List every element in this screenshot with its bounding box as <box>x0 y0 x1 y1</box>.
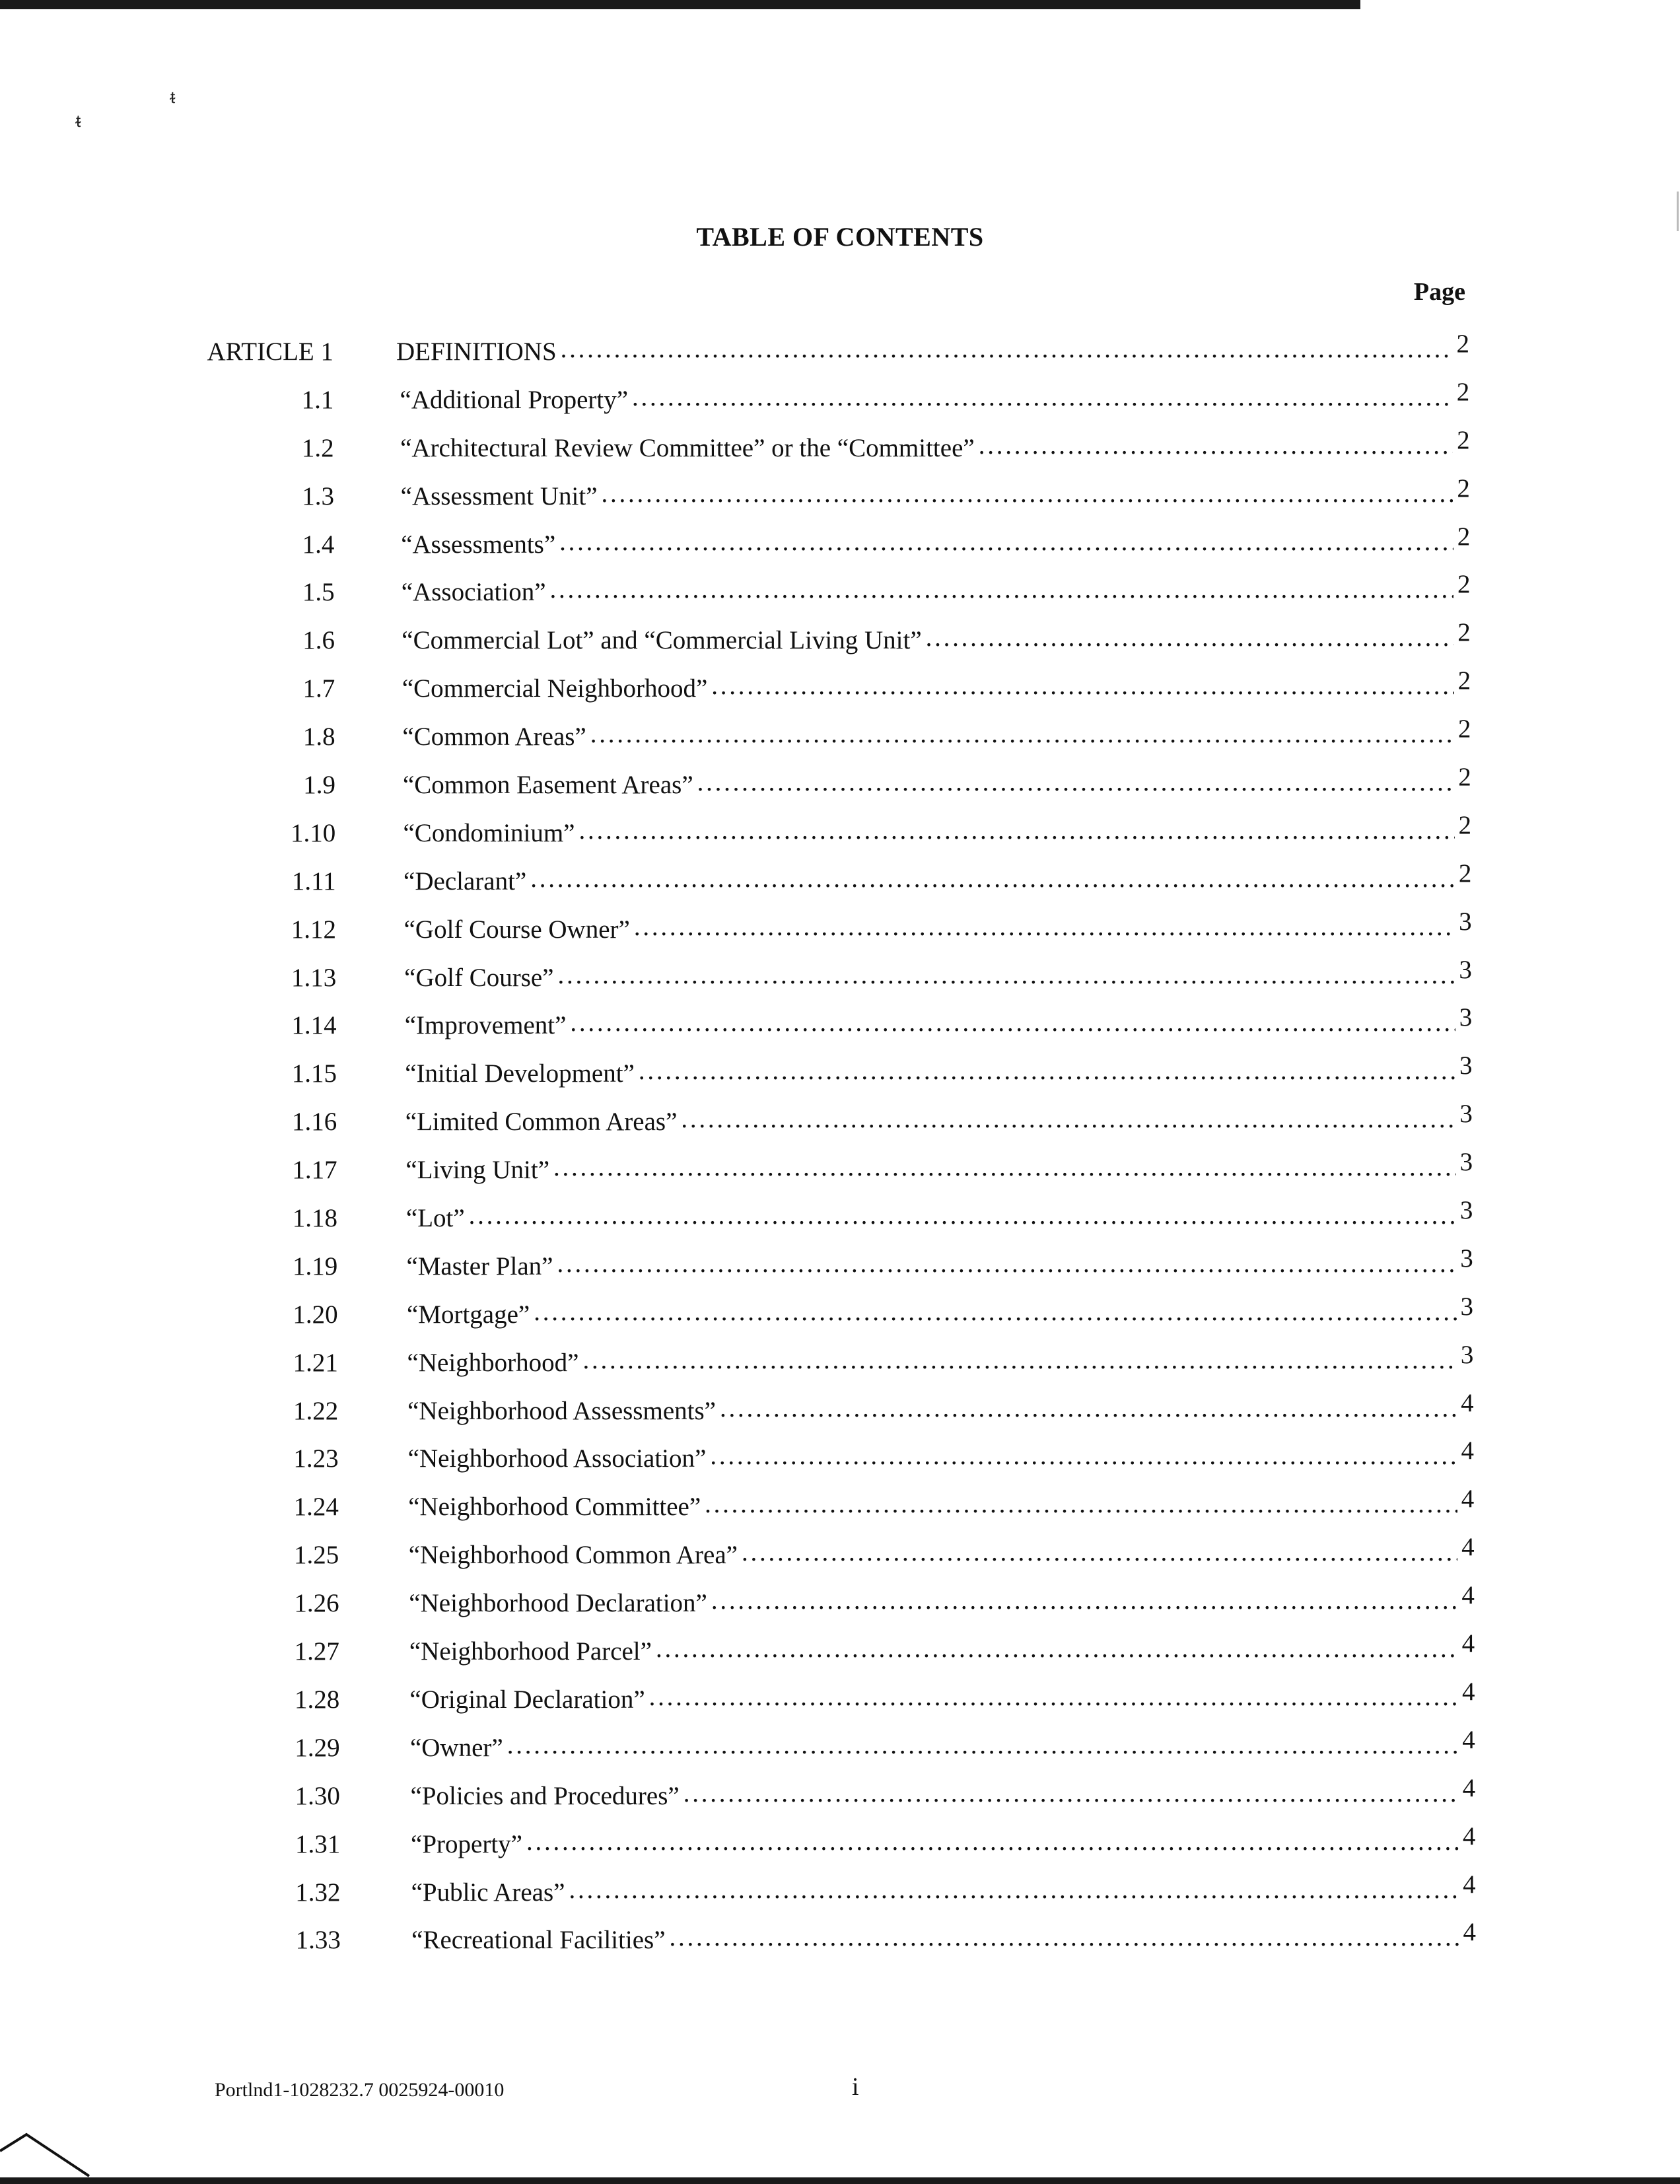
toc-entry-label: “Initial Development” <box>405 1059 635 1088</box>
toc-entry-page: 3 <box>1459 955 1472 984</box>
toc-entry-page: 2 <box>1456 330 1469 358</box>
toc-entry-label: “Neighborhood Parcel” <box>409 1637 652 1666</box>
toc-entry-label: “Declarant” <box>403 866 527 896</box>
toc-entry-page: 4 <box>1461 1581 1475 1610</box>
toc-entry-label: “Commercial Lot” and “Commercial Living Unit” <box>402 626 922 655</box>
dot-leader <box>926 623 1454 652</box>
toc-entry-number: 1.26 <box>294 1589 339 1618</box>
toc-entry-number: 1.17 <box>292 1156 337 1185</box>
toc-entry <box>0 955 1680 1011</box>
toc-title: TABLE OF CONTENTS <box>696 222 984 252</box>
toc-entry <box>0 1196 1680 1251</box>
toc-entry-label: “Neighborhood Association” <box>407 1444 707 1473</box>
toc-entry <box>0 810 1680 866</box>
toc-entry-label: “Neighborhood Committee” <box>408 1493 701 1522</box>
dot-leader <box>639 1056 1455 1086</box>
dot-leader <box>582 1345 1456 1375</box>
dot-leader <box>570 1008 1455 1038</box>
dot-leader <box>742 1537 1457 1567</box>
toc-entry-number: 1.6 <box>302 626 335 655</box>
dot-leader <box>705 1489 1457 1519</box>
dot-leader <box>526 1827 1459 1856</box>
dot-leader <box>683 1779 1459 1808</box>
toc-entry-page: 4 <box>1461 1629 1475 1658</box>
toc-entry <box>0 1629 1680 1685</box>
toc-entry-label: “Recreational Facilities” <box>411 1926 666 1955</box>
toc-entry <box>0 425 1680 481</box>
toc-entry-label: “Neighborhood Declaration” <box>409 1589 707 1618</box>
dot-leader <box>469 1201 1456 1230</box>
toc-entry-label: “Improvement” <box>404 1011 567 1040</box>
toc-entry-number: 1.29 <box>295 1733 340 1762</box>
toc-entry-label: “Association” <box>401 578 546 607</box>
toc-entry-page: 4 <box>1462 1725 1475 1754</box>
dot-leader <box>553 1152 1456 1182</box>
toc-entry <box>0 859 1680 915</box>
dot-leader <box>558 960 1455 990</box>
toc-entry <box>0 1533 1680 1588</box>
dot-leader <box>711 1586 1457 1615</box>
dot-leader <box>534 1297 1456 1327</box>
toc-entry-number: 1.8 <box>302 722 335 752</box>
toc-entry <box>0 907 1680 963</box>
toc-entry-page: 4 <box>1461 1388 1474 1417</box>
dot-leader <box>720 1393 1457 1423</box>
toc-entry <box>0 1388 1680 1444</box>
toc-entry-number: 1.31 <box>295 1829 341 1858</box>
toc-entry-page: 4 <box>1462 1773 1476 1802</box>
dot-leader <box>559 527 1453 557</box>
toc-entry <box>0 1148 1680 1203</box>
fold-corner-mark <box>0 2118 92 2177</box>
toc-entry-number: 1.2 <box>301 433 334 462</box>
toc-entry-number: 1.11 <box>291 866 336 896</box>
toc-entry <box>0 522 1680 578</box>
toc-entry <box>0 330 1680 385</box>
toc-entry-page: 3 <box>1459 1003 1473 1032</box>
dot-leader <box>979 431 1453 460</box>
scan-top-border <box>0 0 1360 9</box>
toc-entry <box>0 1436 1680 1492</box>
footer-page-number: i <box>852 2073 859 2101</box>
toc-entry-label: “Master Plan” <box>406 1251 553 1281</box>
toc-entry-number: 1.4 <box>302 530 335 559</box>
toc-entry-label: “Common Easement Areas” <box>402 771 693 800</box>
toc-entry-label: “Living Unit” <box>405 1156 550 1185</box>
scan-speck: ᵵ <box>76 112 81 131</box>
toc-entry-page: 2 <box>1457 715 1471 744</box>
toc-entry-page: 2 <box>1458 859 1472 888</box>
toc-entry-number: 1.30 <box>295 1781 340 1810</box>
toc-entry-number: ARTICLE 1 <box>207 337 333 366</box>
toc-entry-number: 1.22 <box>293 1396 339 1425</box>
toc-entry <box>0 1725 1680 1781</box>
toc-entry-number: 1.25 <box>294 1541 339 1570</box>
toc-entry-label: “Architectural Review Committee” or the “Committee” <box>400 433 975 462</box>
toc-entry <box>0 1677 1680 1733</box>
dot-leader <box>656 1634 1458 1664</box>
toc-entry <box>0 666 1680 722</box>
toc-entry <box>0 1051 1680 1107</box>
toc-entry-page: 2 <box>1458 763 1471 792</box>
toc-entry-label: “Golf Course” <box>404 963 554 992</box>
toc-entry-number: 1.21 <box>293 1348 338 1377</box>
toc-entry <box>0 1821 1680 1878</box>
toc-entry-label: “Common Areas” <box>402 722 586 752</box>
toc-entry-label: DEFINITIONS <box>396 337 557 366</box>
toc-entry <box>0 1918 1680 1973</box>
toc-entry-label: “Neighborhood Common Area” <box>408 1541 738 1570</box>
toc-list <box>0 330 1680 1973</box>
toc-entry-number: 1.3 <box>302 481 334 511</box>
toc-entry-page: 4 <box>1461 1436 1474 1465</box>
toc-entry-number: 1.27 <box>294 1637 339 1666</box>
toc-entry-page: 3 <box>1460 1244 1473 1273</box>
toc-entry-number: 1.10 <box>291 818 336 847</box>
toc-entry-page: 3 <box>1460 1292 1474 1321</box>
toc-entry-page: 4 <box>1461 1533 1475 1562</box>
dot-leader <box>670 1922 1459 1952</box>
toc-entry-page: 4 <box>1463 1918 1476 1947</box>
document-id: Portlnd1-1028232.7 0025924-00010 <box>215 2079 505 2101</box>
page-column-heading: Page <box>1413 278 1465 306</box>
toc-entry-label: “Neighborhood Assessments” <box>407 1396 716 1425</box>
dot-leader <box>561 334 1453 364</box>
toc-entry-number: 1.24 <box>293 1493 339 1522</box>
toc-entry <box>0 1292 1680 1348</box>
toc-entry-number: 1.33 <box>295 1926 341 1955</box>
toc-entry-page: 2 <box>1457 425 1470 454</box>
dot-leader <box>557 1249 1456 1279</box>
toc-entry-number: 1.23 <box>293 1444 339 1473</box>
toc-entry-page: 3 <box>1459 1148 1473 1177</box>
dot-leader <box>590 719 1454 749</box>
toc-entry <box>0 1581 1680 1637</box>
toc-entry-number: 1.28 <box>294 1685 340 1714</box>
toc-entry-page: 2 <box>1457 570 1471 599</box>
toc-entry-number: 1.15 <box>291 1059 337 1088</box>
toc-entry-label: “Original Declaration” <box>409 1685 645 1714</box>
toc-entry-label: “Owner” <box>409 1733 503 1762</box>
toc-entry-label: “Public Areas” <box>411 1878 565 1907</box>
toc-entry <box>0 570 1680 625</box>
dot-leader <box>681 1104 1455 1134</box>
toc-entry-page: 3 <box>1459 1100 1473 1129</box>
toc-entry-number: 1.14 <box>291 1011 337 1040</box>
toc-entry-label: “Condominium” <box>403 818 575 847</box>
dot-leader <box>569 1875 1459 1905</box>
toc-entry-number: 1.16 <box>292 1108 337 1137</box>
toc-entry-label: “Mortgage” <box>407 1300 530 1329</box>
toc-entry-label: “Assessment Unit” <box>400 481 598 511</box>
dot-leader <box>550 575 1453 604</box>
toc-entry-page: 2 <box>1458 810 1472 839</box>
toc-entry-page: 4 <box>1461 1485 1475 1514</box>
dot-leader <box>649 1682 1458 1712</box>
toc-entry-number: 1.5 <box>302 578 335 607</box>
toc-entry-page: 4 <box>1463 1870 1476 1899</box>
toc-entry-number: 1.7 <box>302 674 335 703</box>
toc-entry <box>0 763 1680 818</box>
toc-entry-page: 2 <box>1457 666 1471 695</box>
toc-entry-label: “Neighborhood” <box>407 1348 579 1377</box>
toc-entry-label: “Policies and Procedures” <box>410 1781 680 1810</box>
toc-entry <box>0 1485 1680 1540</box>
toc-entry-number: 1.12 <box>291 915 336 944</box>
toc-entry <box>0 618 1680 674</box>
toc-entry-page: 4 <box>1462 1821 1476 1850</box>
toc-entry-number: 1.18 <box>292 1204 337 1233</box>
toc-entry-number: 1.32 <box>295 1878 341 1907</box>
toc-entry <box>0 1003 1680 1059</box>
toc-entry-label: “Lot” <box>405 1204 465 1233</box>
toc-entry <box>0 715 1680 770</box>
dot-leader <box>530 864 1455 894</box>
scan-bottom-border <box>0 2177 1680 2184</box>
toc-entry-label: “Golf Course Owner” <box>403 915 630 944</box>
toc-entry-number: 1.9 <box>303 771 335 800</box>
toc-entry-number: 1.13 <box>291 963 337 992</box>
dot-leader <box>697 767 1455 797</box>
dot-leader <box>710 1441 1457 1471</box>
toc-entry <box>0 1100 1680 1155</box>
toc-entry-label: “Limited Common Areas” <box>405 1108 678 1137</box>
toc-entry-number: 1.19 <box>293 1251 338 1281</box>
toc-entry-label: “Assessments” <box>401 530 556 559</box>
toc-entry-label: “Property” <box>411 1829 522 1858</box>
toc-entry-page: 3 <box>1459 907 1472 936</box>
toc-entry <box>0 1340 1680 1396</box>
toc-entry-page: 2 <box>1457 474 1470 503</box>
toc-entry-label: “Commercial Neighborhood” <box>402 674 708 703</box>
toc-entry <box>0 377 1680 433</box>
dot-leader <box>711 671 1453 701</box>
dot-leader <box>602 479 1453 509</box>
toc-entry <box>0 1870 1680 1926</box>
toc-entry-number: 1.20 <box>293 1300 338 1329</box>
scan-speck: ᵵ <box>170 88 176 108</box>
toc-entry-page: 3 <box>1459 1196 1473 1225</box>
toc-entry-page: 2 <box>1457 522 1471 551</box>
toc-entry-label: “Additional Property” <box>400 385 629 414</box>
toc-entry-number: 1.1 <box>301 385 334 414</box>
dot-leader <box>507 1730 1459 1760</box>
toc-entry-page: 3 <box>1459 1051 1473 1080</box>
toc-entry <box>0 1773 1680 1829</box>
dot-leader <box>634 912 1455 942</box>
dot-leader <box>632 382 1453 412</box>
toc-entry <box>0 474 1680 530</box>
toc-entry-page: 4 <box>1461 1677 1475 1706</box>
dot-leader <box>578 816 1454 845</box>
toc-entry-page: 3 <box>1460 1340 1474 1369</box>
toc-entry-page: 2 <box>1456 377 1470 406</box>
toc-entry-page: 2 <box>1457 618 1471 647</box>
toc-entry <box>0 1244 1680 1300</box>
